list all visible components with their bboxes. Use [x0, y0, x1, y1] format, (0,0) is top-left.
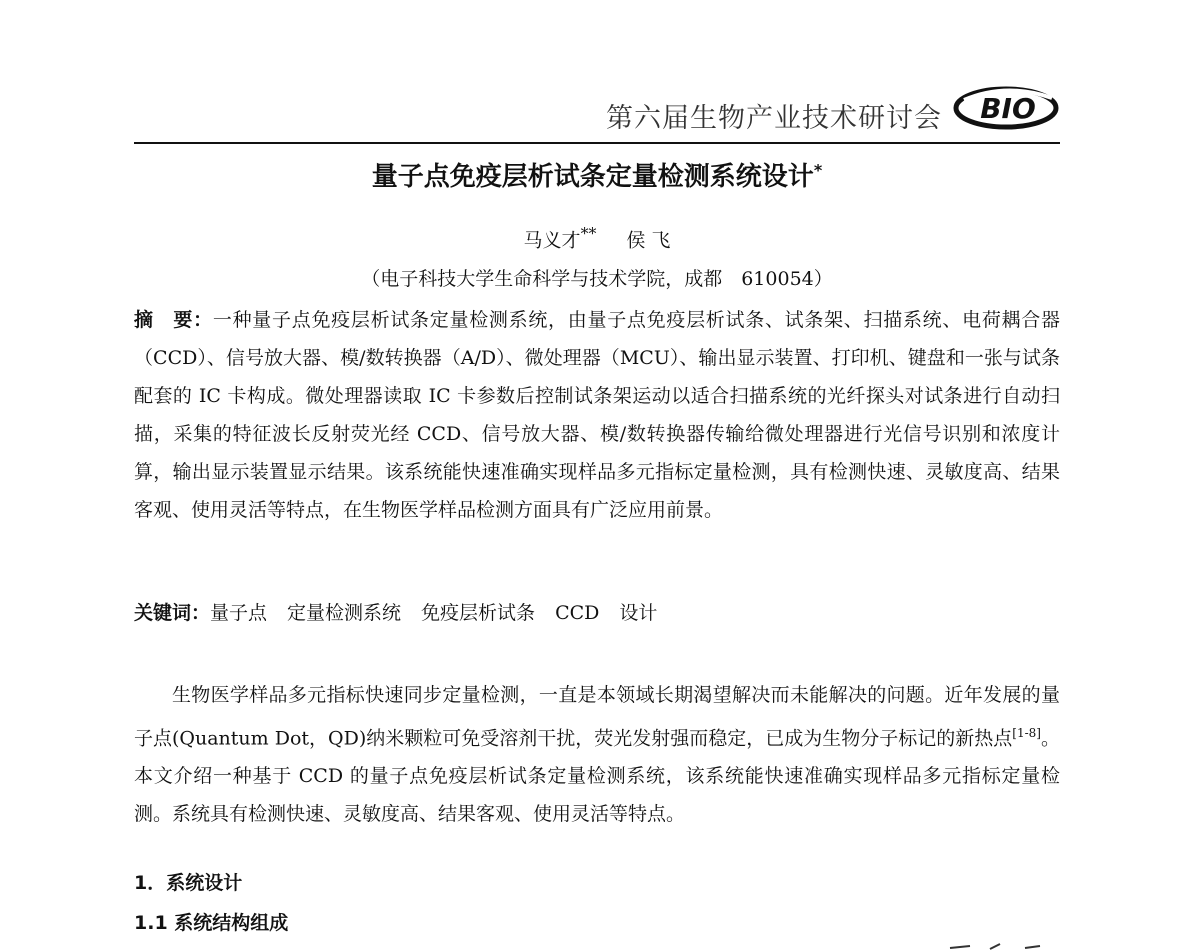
author-1-mark: ** — [580, 224, 597, 243]
affiliation: （电子科技大学生命科学与技术学院，成都 610054） — [361, 268, 833, 290]
paper-title-text: 量子点免疫层析试条定量检测系统设计 — [371, 162, 814, 192]
title-footnote-mark: * — [813, 160, 823, 180]
abstract-label: 摘 要： — [134, 309, 213, 331]
header-rule — [134, 142, 1060, 144]
author-1: 马义才 — [523, 229, 581, 252]
keywords — [134, 594, 1060, 632]
abstract-text: 一种量子点免疫层析试条定量检测系统，由量子点免疫层析试条、试条架、扫描系统、电荷耦合器（CCD）、信号放大器、模/数转换器（A/D）、微处理器（MCU）、输出显示装置、打印机、键盘和一张与试条配套的 IC 卡构成。微处理器读取 IC 卡参数后控制试条架运动以适合扫描系统的光纤探头对试条进行自动扫描，采集的特征波长反射荧光经 CCD、信号放大器、模/数转换器传输给微处理器进行光信号识别和浓度计算，输出显示装置显示结果。该系统能快速准确实现样品多元指标定量检测，具有检测快速、灵敏度高、结果客观、使用灵活等特点，在生物医学样品检测方面具有广泛应用前景。 — [134, 309, 1060, 521]
section-heading-1: 1．系统设计 — [134, 872, 243, 894]
scan-artifact-mark — [930, 940, 1050, 952]
keyword: 量子点 — [210, 602, 268, 624]
intro-text-2: 。本文介绍一种基于 CCD 的量子点免疫层析试条定量检测系统，该系统能快速准确实现样品多元指标定量检测。系统具有检测快速、灵敏度高、结果客观、使用灵活等特点。 — [134, 727, 1060, 826]
bio-logo-icon — [952, 84, 1060, 132]
section-heading-1-1: 1.1 系统结构组成 — [134, 912, 289, 934]
keywords-label: 关键词： — [134, 602, 211, 624]
paper-title — [134, 156, 1060, 193]
conference-name: 第六届生物产业技术研讨会 — [606, 103, 942, 134]
logo-text: BIO — [980, 92, 1036, 125]
keyword: 定量检测系统 — [287, 602, 402, 624]
intro-text-1: 生物医学样品多元指标快速同步定量检测，一直是本领域长期渴望解决而未能解决的问题。近年发展的量子点(Quantum Dot，QD)纳米颗粒可免受溶剂干扰，荧光发射强而稳定，已成为生物分子标记的新热点 — [134, 684, 1060, 750]
keyword: 免疫层析试条 — [421, 602, 536, 624]
intro-paragraph — [134, 676, 1060, 833]
author-2: 侯 飞 — [626, 229, 671, 252]
author-line — [134, 224, 1060, 252]
citation-ref: [1-8] — [1012, 726, 1041, 740]
abstract — [134, 301, 1060, 529]
keyword: CCD — [555, 602, 600, 624]
keyword: 设计 — [619, 602, 658, 624]
conference-header — [134, 78, 1060, 140]
